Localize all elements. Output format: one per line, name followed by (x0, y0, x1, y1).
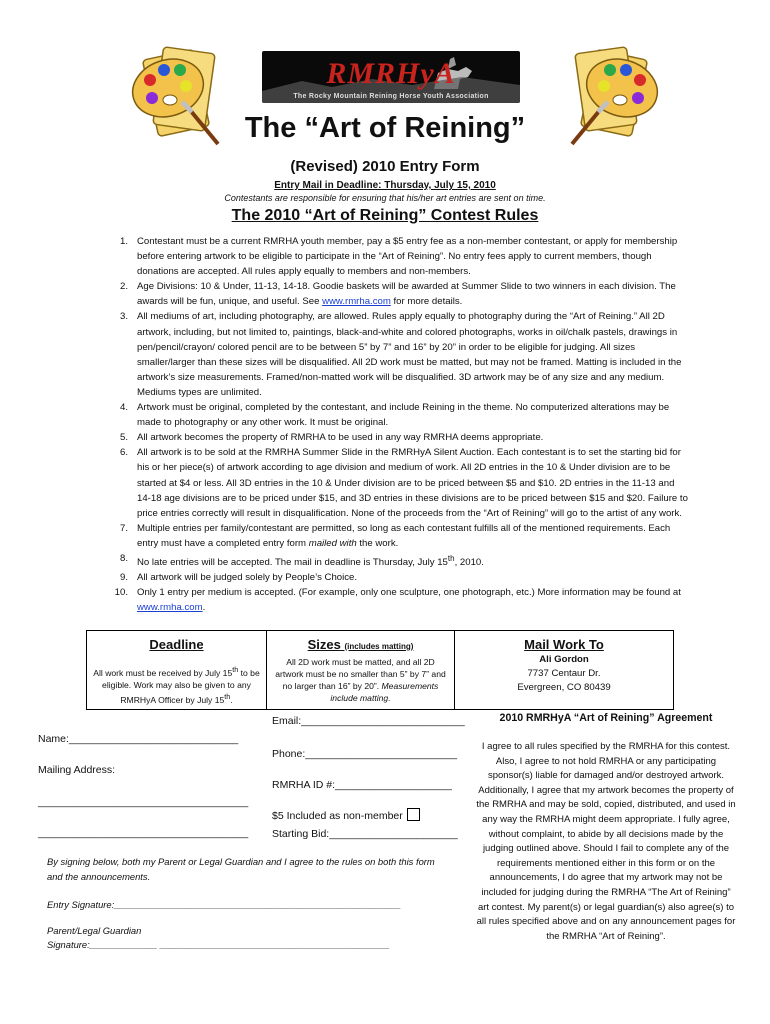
rule-item: 7. Multiple entries per family/contestant are permitted, so long as each contestant fulfills all of the mentioned requirements. Each entry must have a completed entry form mailed with the work. (119, 522, 671, 549)
logo-subtitle: The Rocky Mountain Reining Horse Youth Association (293, 93, 489, 100)
rule-item: 1. Contestant must be a current RMRHA youth member, pay a $5 entry fee as a non-member contestant, or apply for membership before entering artwork to be eligible to participate in the “Art of Reining”. No entry fees apply to current members, though donations are accepted. All rules apply equally to members and non-members. (119, 236, 678, 278)
rule-item: 3. All mediums of art, including photography, are allowed. Rules apply equally to photography during the “Art of Reining.” All 2D artwork, including, but not limited to, paintings, black-and-white and colored photographs, works in oil/chalk pastels, drawings in pen/pencil/crayon/ colored pencil are to be between 5” by 7” and 16” by 20” in order to be eligible for judging. All sizes smaller/larger than these sizes will be disqualified. All 2D work must be matted, but may not be framed. Matting is included in the artwork’s size measurements. Framed/non-matted work will be disqualified. 3D artwork may be of any size and any medium. Mediums types are unlimited. (119, 311, 682, 398)
agreement-title: 2010 RMRHyA “Art of Reining” Agreement (499, 712, 713, 724)
agreement-text: I agree to all rules specified by the RMRHA for this contest. Also, I agree to not hold RMRHA or any participating sponsor(s) liable for damaged and/or destroyed artwork. Additionally, I agree that my artwork becomes the property of the RMRHA and may be sold, copied, distributed, and used in any way the RMRHA might deem appropriate. I fully agree, without complaint, to abide by all decisions made by the judging outlined above. Should I fail to complete any of the requirements mentioned either in this form or on the announcements, I do agree that my artwork may not be included for judging during the RMRHA “The Art of Reining” art contest. My parent(s) or legal guardian(s) also agree(s) to all rules specified above and on any announcement pages for the RMRHA “Art of Reining”. (476, 741, 736, 942)
mailing-address-label: Mailing Address: (38, 764, 116, 776)
name-field[interactable]: Name:_____________________________ (38, 733, 239, 745)
rule-item: 6. All artwork is to be sold at the RMRHA Summer Slide in the RMRHyA Silent Auction. Each contestant is to set the starting bid for his or her piece(s) of artwork according to age division and medium of work. All 2D entries in the 10 & Under division are to be started at $4 or less. All 3D entries in the 10 & Under division are to be priced between $5 and $10. 2D entries in the 11-13 and 14-18 age divisions are to be priced under $15, and 3D entries in these divisions are to be priced between $15 and $20. Failure to price entries correctly will result in disqualification. None of the proceeds from the “Art of Reining” will go to the artist of any work. (119, 447, 688, 519)
starting-bid-field[interactable]: Starting Bid:______________________ (272, 828, 458, 840)
rule-item: 10. Only 1 entry per medium is accepted. (For example, only one sculpture, one photograph, etc.) More information may be found at www.rmha.com. (114, 587, 681, 614)
email-field[interactable]: Email:____________________________ (272, 715, 465, 727)
rule-item: 8. No late entries will be accepted. The mail in deadline is Thursday, July 15th, 2010. (119, 552, 484, 569)
sizes-text: All 2D work must be matted, and all 2D artwork must be no smaller than 5” by 7” and no larger than 16” by 20”. Measurements include matting. (275, 657, 446, 703)
mail-heading: Mail Work To (524, 637, 604, 652)
sizes-heading: Sizes (includes matting) (307, 637, 414, 652)
rules-list (108, 234, 688, 616)
rule-item: 5. All artwork becomes the property of RMRHA to be used in any way RMRHA deems appropriate. (119, 432, 544, 444)
mail-box (454, 630, 674, 710)
entry-signature-field[interactable]: Entry Signature:_______________________________________________________ (47, 899, 401, 910)
phone-field[interactable]: Phone:__________________________ (272, 748, 458, 760)
rmrha-id-field[interactable]: RMRHA ID #:____________________ (272, 779, 452, 791)
info-boxes (86, 630, 674, 710)
sizes-box (266, 630, 454, 710)
responsibility-note: Contestants are responsible for ensuring that his/her art entries are sent on time. (224, 193, 546, 203)
address-line-2[interactable]: ____________________________________ (38, 827, 249, 839)
deadline-text: All work must be received by July 15th to be eligible. Work may also be given to any RMRHyA Officer by July 15th. (93, 666, 260, 705)
rules-heading: The 2010 “Art of Reining” Contest Rules (231, 207, 539, 224)
rule-item: 2. Age Divisions: 10 & Under, 11-13, 14-18. Goodie baskets will be awarded at Summer Slide to two winners in each division. The awards will be fun, unique, and useful. See www.rmrha.com for more details. (119, 281, 676, 308)
rmrhya-logo (262, 51, 520, 103)
logo-wordmark: RMRHyA (326, 57, 456, 90)
parent-signature-field[interactable]: Signature:_____________ ____________________________________________ (47, 939, 390, 950)
deadline-box (86, 630, 266, 710)
parent-label: Parent/Legal Guardian (47, 925, 142, 936)
mail-address: Ali Gordon 7737 Centaur Dr. Evergreen, CO 80439 (517, 654, 611, 693)
deadline-heading: Deadline (149, 637, 204, 652)
mail-deadline: Entry Mail in Deadline: Thursday, July 15, 2010 (274, 180, 496, 191)
fee-checkbox-row: $5 Included as non-member (272, 808, 420, 822)
consent-text: By signing below, both my Parent or Legal Guardian and I agree to the rules on both this form and the announcements. (47, 856, 435, 882)
page-title: The “Art of Reining” (244, 112, 526, 144)
rmha-link[interactable]: www.rmha.com (137, 602, 203, 614)
rule-item: 4. Artwork must be original, completed by the contestant, and include Reining in the theme. No computerized alterations may be made to photography or any other work. It must be original. (119, 402, 670, 429)
rule-item: 9. All artwork will be judged solely by People’s Choice. (119, 572, 358, 584)
page-subtitle: (Revised) 2010 Entry Form (290, 158, 480, 175)
address-line-1[interactable]: ____________________________________ (38, 796, 249, 808)
rmrha-link[interactable]: www.rmrha.com (322, 296, 391, 308)
fee-checkbox[interactable] (407, 808, 420, 821)
